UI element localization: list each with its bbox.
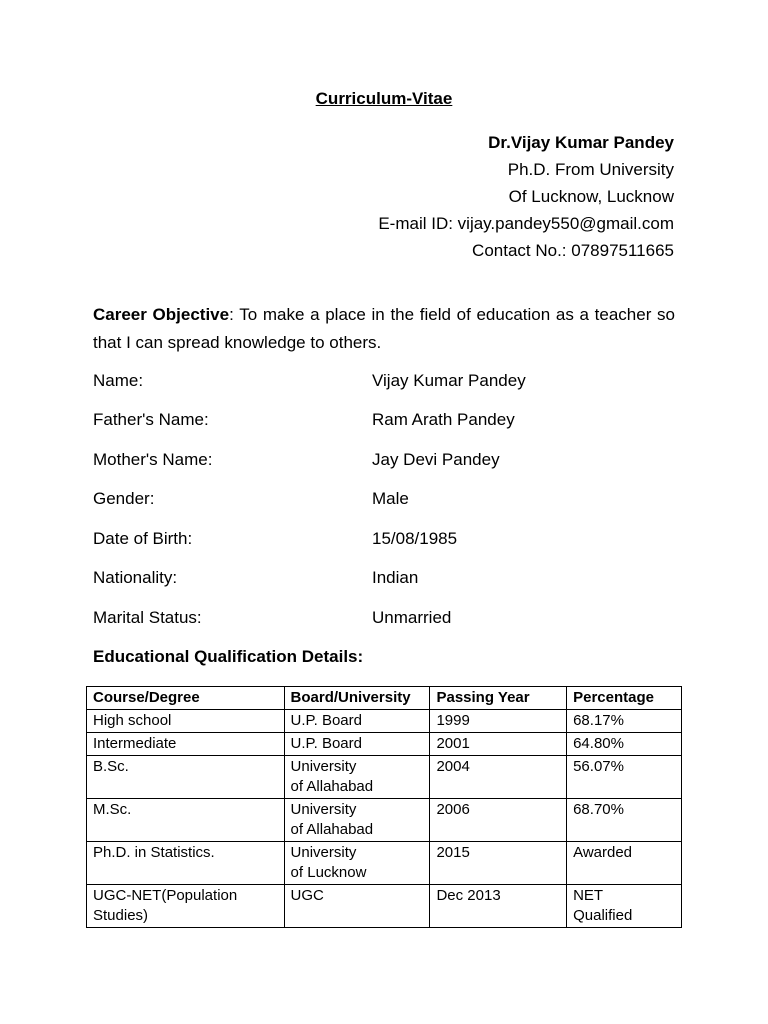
info-value: Vijay Kumar Pandey [372,371,526,390]
cell-text: Intermediate [93,735,177,752]
table-cell [87,885,285,928]
table-row [87,733,682,756]
table-cell [87,756,285,799]
info-label: Nationality: [93,568,178,587]
table-cell [567,799,682,842]
cell-text: University [290,758,357,775]
table-cell [567,885,682,928]
document-title: Curriculum-Vitae [315,89,453,108]
education-table [86,686,682,928]
info-label: Mother's Name: [93,450,213,469]
cell-text: UGC [290,887,324,904]
cell-text: M.Sc. [93,801,132,818]
cell-text: of Allahabad [290,778,374,795]
table-cell [87,710,285,733]
career-objective-label: Career Objective [93,305,230,324]
table-cell [567,710,682,733]
cell-text: University [290,801,357,818]
education-heading: Educational Qualification Details: [93,647,364,666]
table-cell: Dec 2013 [430,885,567,928]
cell-text: 64.80% [573,735,624,752]
table-cell: 2006 [430,799,567,842]
cell-text: University [290,844,357,861]
table-row [87,710,682,733]
cell-text: High school [93,712,172,729]
info-value: Indian [372,568,419,587]
cell-text: UGC-NET(Population [93,887,238,904]
degree-line: Ph.D. From University [507,160,674,179]
column-header: Percentage [567,687,682,710]
table-row [87,756,682,799]
table-cell [567,842,682,885]
table-cell [284,733,430,756]
table-cell: 2001 [430,733,567,756]
info-value: Jay Devi Pandey [372,450,500,469]
cell-text: 68.17% [573,712,624,729]
cell-text: 56.07% [573,758,624,775]
table-cell [284,710,430,733]
info-value: Unmarried [372,608,452,627]
column-header: Board/University [284,687,430,710]
cell-text: Ph.D. in Statistics. [93,844,215,861]
table-cell: 1999 [430,710,567,733]
info-row-mother [93,450,675,474]
table-cell [284,799,430,842]
cell-text: of Allahabad [290,821,374,838]
info-label: Father's Name: [93,410,209,429]
info-label: Name: [93,371,144,390]
table-cell [87,799,285,842]
contact-header [378,129,674,264]
university-line: Of Lucknow, Lucknow [508,187,674,206]
table-cell [567,733,682,756]
table-row [87,799,682,842]
contact-line: Contact No.: 07897511665 [472,241,674,260]
info-label: Gender: [93,489,155,508]
cell-text: 68.70% [573,801,624,818]
cell-text: of Lucknow [290,864,367,881]
table-row [87,842,682,885]
table-cell: 2004 [430,756,567,799]
cell-text: Studies) [93,907,149,924]
cell-text: U.P. Board [290,735,362,752]
info-row-marital [93,608,675,632]
table-cell [284,885,430,928]
cell-text: U.P. Board [290,712,362,729]
table-cell: 2015 [430,842,567,885]
info-value: Ram Arath Pandey [372,410,515,429]
info-value: Male [372,489,409,508]
column-header: Passing Year [430,687,567,710]
cell-text: NET [573,887,604,904]
column-header: Course/Degree [87,687,285,710]
info-value: 15/08/1985 [372,529,458,548]
career-objective [93,301,675,357]
cell-text: Qualified [573,907,633,924]
table-row [87,885,682,928]
info-row-nationality [93,568,675,592]
table-cell [87,733,285,756]
email-line: E-mail ID: vijay.pandey550@gmail.com [378,214,674,233]
table-header-row [87,687,682,710]
table-cell [284,756,430,799]
info-row-gender [93,489,675,513]
career-objective-text: : To make a place in the field of education as a teacher so that I can spread knowledge to others. [93,305,675,352]
info-label: Marital Status: [93,608,202,627]
info-label: Date of Birth: [93,529,193,548]
cell-text: B.Sc. [93,758,129,775]
table-cell [567,756,682,799]
info-row-father [93,410,675,434]
table-cell [87,842,285,885]
info-row-name [93,371,675,395]
table-cell [284,842,430,885]
candidate-name: Dr.Vijay Kumar Pandey [488,133,674,152]
info-row-dob [93,529,675,553]
cell-text: Awarded [573,844,633,861]
